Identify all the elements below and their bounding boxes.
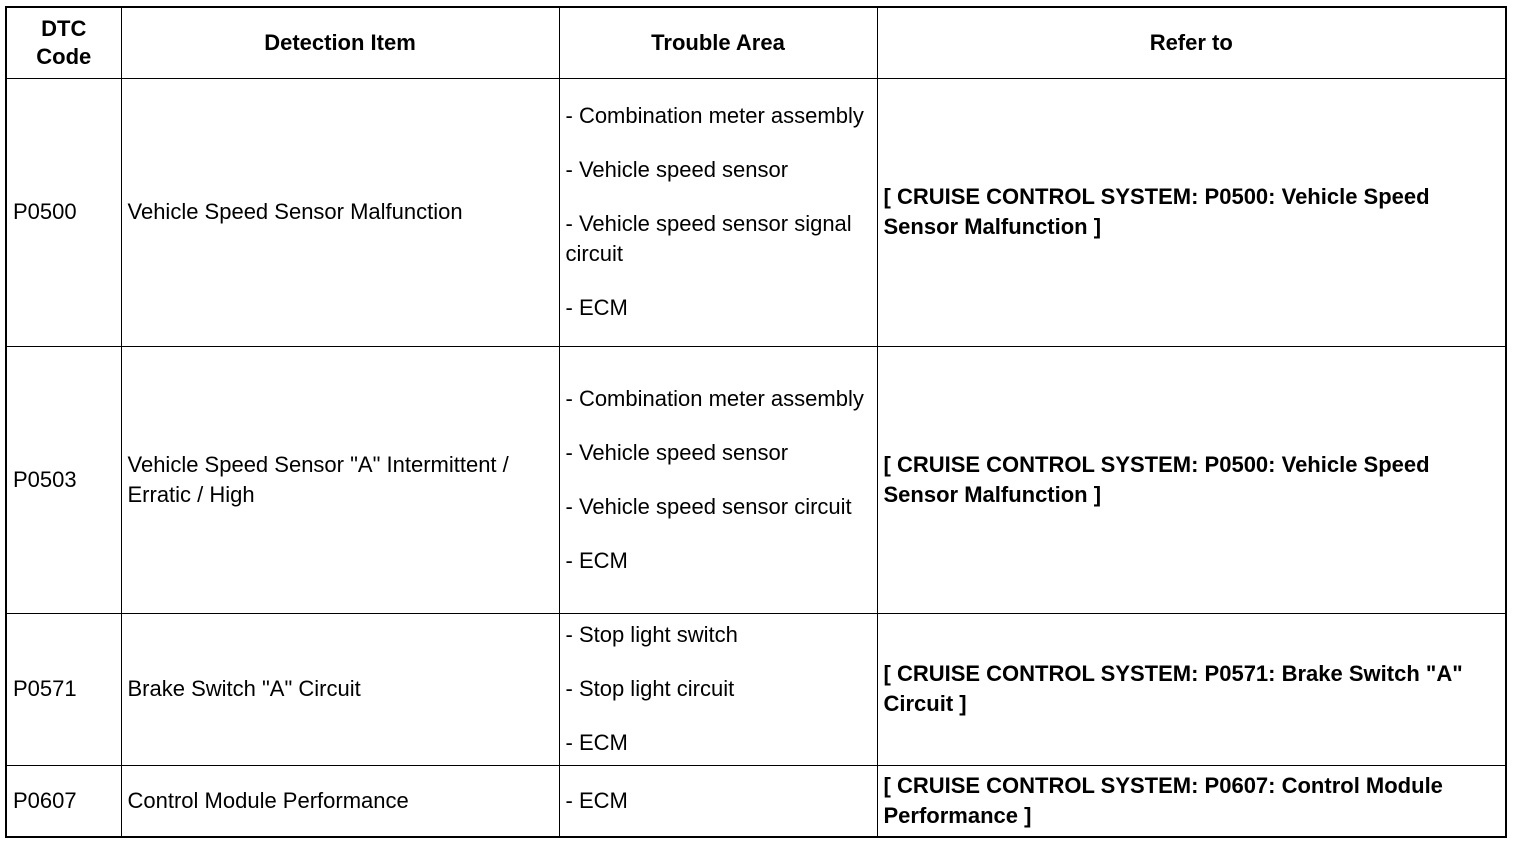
- dtc-table-frame: [5, 6, 1507, 838]
- trouble-area-item: - Vehicle speed sensor circuit: [565, 493, 852, 519]
- dtc-table: [7, 8, 1505, 836]
- trouble-area-cell: [559, 346, 877, 613]
- refer-to-link[interactable]: [ CRUISE CONTROL SYSTEM: P0571: Brake Switch "A" Circuit ]: [877, 613, 1505, 765]
- header-refer-to: Refer to: [877, 8, 1505, 78]
- header-dtc-code-line2: Code: [36, 43, 92, 69]
- trouble-area-cell: [559, 765, 877, 836]
- refer-to-link[interactable]: [ CRUISE CONTROL SYSTEM: P0500: Vehicle Speed Sensor Malfunction ]: [877, 346, 1505, 613]
- refer-to-link[interactable]: [ CRUISE CONTROL SYSTEM: P0607: Control Module Performance ]: [877, 765, 1505, 836]
- trouble-area-item: - ECM: [565, 547, 628, 573]
- detection-item-cell: Control Module Performance: [121, 765, 559, 836]
- trouble-area-item: - Vehicle speed sensor: [565, 439, 789, 465]
- table-row: [7, 346, 1505, 613]
- refer-to-link[interactable]: [ CRUISE CONTROL SYSTEM: P0500: Vehicle Speed Sensor Malfunction ]: [877, 78, 1505, 346]
- header-trouble-area: Trouble Area: [559, 8, 877, 78]
- trouble-area-item: - Stop light switch: [565, 622, 738, 647]
- trouble-area-cell: [559, 78, 877, 346]
- trouble-area-item: - Combination meter assembly: [565, 103, 864, 128]
- detection-item-cell: Brake Switch "A" Circuit: [121, 613, 559, 765]
- trouble-area-item: - ECM: [565, 787, 628, 813]
- dtc-code-cell: P0500: [7, 78, 121, 346]
- trouble-area-item: - Combination meter assembly: [565, 385, 864, 411]
- header-dtc-code: [7, 8, 121, 78]
- dtc-code-cell: P0571: [7, 613, 121, 765]
- table-row: [7, 765, 1505, 836]
- table-row: [7, 78, 1505, 346]
- header-row: [7, 8, 1505, 78]
- dtc-code-cell: P0607: [7, 765, 121, 836]
- table-row: [7, 613, 1505, 765]
- trouble-area-item: - Stop light circuit: [565, 676, 735, 701]
- trouble-area-cell: [559, 613, 877, 765]
- detection-item-cell: Vehicle Speed Sensor "A" Intermittent / Erratic / High: [121, 346, 559, 613]
- dtc-code-cell: P0503: [7, 346, 121, 613]
- trouble-area-item: - Vehicle speed sensor: [565, 157, 789, 182]
- trouble-area-item: - ECM: [565, 295, 628, 320]
- trouble-area-item: - ECM: [565, 730, 628, 755]
- detection-item-cell: Vehicle Speed Sensor Malfunction: [121, 78, 559, 346]
- header-dtc-code-line1: DTC: [41, 15, 87, 41]
- trouble-area-item: - Vehicle speed sensor signal circuit: [565, 211, 852, 266]
- header-detection-item: Detection Item: [121, 8, 559, 78]
